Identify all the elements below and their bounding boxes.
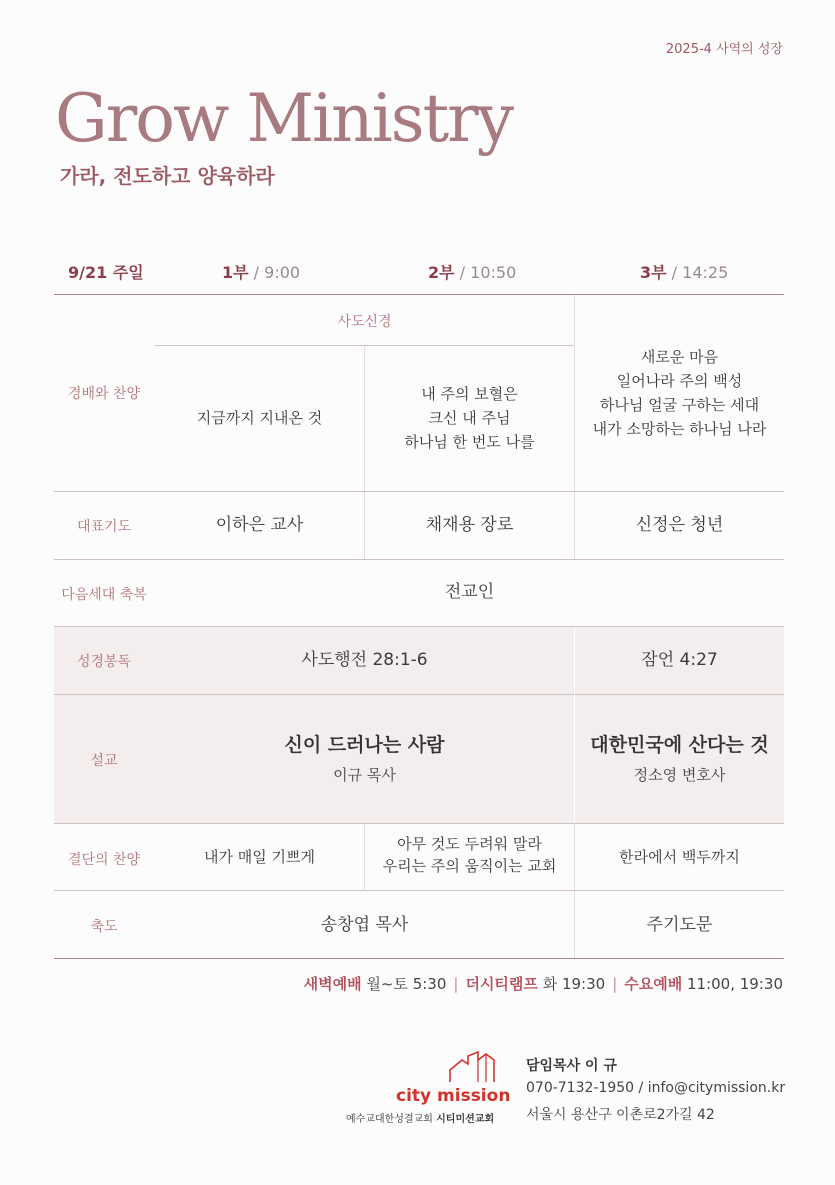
sermon-speaker: 이규 목사 — [333, 766, 396, 784]
sermon-1-2 — [155, 733, 574, 787]
other-services: 새벽예배 월~토 5:30 | 더시티램프 화 19:30 | 수요예배 11:00, 19:30 — [303, 975, 783, 993]
worship-song-1: 지금까지 지내온 것 — [196, 409, 323, 427]
row-divider — [54, 823, 784, 824]
service-2-header: 2부 / 10:50 — [428, 263, 517, 282]
reading-3: 잠언 4:27 — [641, 650, 718, 670]
row-label-worship: 경배와 찬양 — [67, 386, 141, 402]
page-title: Grow Ministry — [55, 80, 513, 157]
worship-songs-2: 내 주의 보혈은 크신 내 주님 하나님 한 번도 나를 — [404, 385, 535, 451]
sermon-3 — [575, 733, 784, 787]
sermon-speaker: 정소영 변호사 — [633, 766, 726, 784]
row-label-blessing: 다음세대 축복 — [61, 587, 147, 603]
creed-label: 사도신경 — [337, 314, 392, 330]
service-3-header: 3부 / 14:25 — [640, 263, 729, 282]
row-divider — [54, 626, 784, 627]
row-divider — [54, 694, 784, 695]
response-song-1: 내가 매일 기쁘게 — [204, 848, 315, 866]
prayer-3: 신정은 청년 — [635, 515, 724, 535]
row-label-sermon: 설교 — [90, 753, 118, 769]
response-song-3: 한라에서 백두까지 — [619, 848, 740, 866]
blessing-all: 전교인 — [444, 582, 495, 602]
sermon-title: 대한민국에 산다는 것 — [590, 734, 769, 756]
service-1-header: 1부 / 9:00 — [222, 263, 301, 282]
address: 서울시 용산구 이촌로2가길 42 — [526, 1107, 715, 1123]
row-divider — [54, 890, 784, 891]
page-subtitle: 가라, 전도하고 양육하라 — [60, 164, 275, 188]
prayer-2: 채재용 장로 — [425, 515, 514, 535]
response-songs-2: 아무 것도 두려워 말라 우리는 주의 움직이는 교회 — [382, 835, 557, 875]
sermon-title: 신이 드러나는 사람 — [284, 734, 445, 756]
senior-pastor: 담임목사 이 규 — [526, 1058, 617, 1074]
row-label-reading: 성경봉독 — [76, 654, 132, 670]
benediction-1-2: 송창엽 목사 — [320, 915, 409, 935]
row-label-benediction: 축도 — [90, 919, 118, 935]
table-top-rule — [54, 294, 784, 295]
row-label-prayer: 대표기도 — [76, 519, 132, 535]
table-bottom-rule — [54, 958, 784, 959]
row-label-response: 결단의 찬양 — [67, 852, 141, 868]
reading-1-2: 사도행전 28:1-6 — [301, 650, 428, 670]
series-label: 2025-4 사역의 성장 — [665, 42, 783, 57]
benediction-3: 주기도문 — [646, 915, 713, 935]
church-name: 예수교대한성결교회 시티미션교회 — [346, 1114, 495, 1125]
contact-info: 070-7132-1950 / info@citymission.kr — [526, 1080, 786, 1096]
row-divider — [54, 491, 784, 492]
church-logo-icon — [448, 1050, 498, 1088]
row-divider — [54, 559, 784, 560]
logo-text: city mission — [396, 1086, 511, 1106]
worship-songs-3: 새로운 마음 일어나라 주의 백성 하나님 얼굴 구하는 세대 내가 소망하는 하나님 나라 — [592, 348, 767, 438]
service-date: 9/21 주일 — [68, 263, 144, 282]
prayer-1: 이하은 교사 — [215, 515, 304, 535]
